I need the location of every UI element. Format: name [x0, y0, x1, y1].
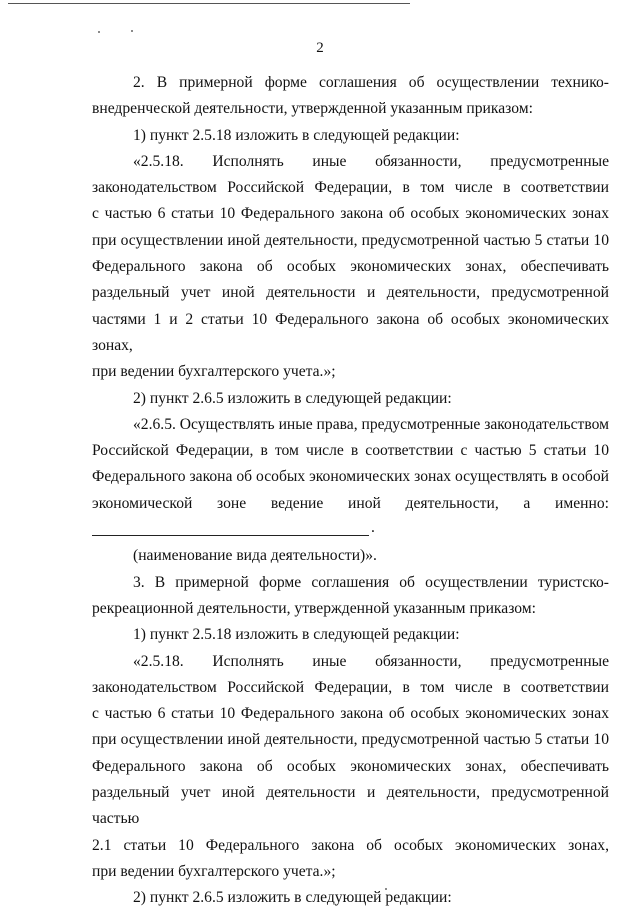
scan-speck	[131, 30, 133, 32]
text-line: с частью 6 статьи 10 Федерального закона об особых экономических зонах	[92, 205, 609, 223]
scan-speck	[98, 31, 100, 33]
section-2-intro	[92, 70, 609, 123]
text-line: законодательством Российской Федерации, в том числе в соответствии	[92, 179, 609, 197]
text-line: при ведении бухгалтерского учета.»;	[92, 862, 336, 880]
text-line: «2.6.5. Осуществлять иные права, предусмотренные законодательством	[133, 415, 609, 433]
blank-underline	[92, 535, 369, 536]
text-line: при осуществлении иной деятельности, предусмотренной частью 5 статьи 10	[92, 731, 609, 749]
top-scan-rule	[8, 3, 410, 4]
text-line: 2. В примерной форме соглашения об осуществлении технико-	[133, 74, 609, 91]
text-line: рекреационной деятельности, утвержденной указанным приказом:	[92, 599, 536, 617]
text-line: внедренческой деятельности, утвержденной указанным приказом:	[92, 100, 533, 118]
section-3-item-1-heading: 1) пункт 2.5.18 изложить в следующей редакции:	[133, 626, 460, 644]
text-line: «2.5.18. Исполнять иные обязанности, предусмотренные	[133, 652, 609, 670]
section-3-item-1-text	[92, 649, 609, 886]
text-line: экономической зоне ведение иной деятельности, а именно:	[92, 494, 609, 512]
text-line: раздельный учет иной деятельности и деятельности, предусмотренной	[92, 284, 609, 302]
section-2-item-2-heading: 2) пункт 2.6.5 изложить в следующей редакции:	[133, 389, 452, 407]
text-line: «2.5.18. Исполнять иные обязанности, предусмотренные	[133, 152, 609, 170]
section-2-item-1-heading: 1) пункт 2.5.18 изложить в следующей редакции:	[133, 126, 460, 144]
text-line: при ведении бухгалтерского учета.»;	[92, 363, 336, 381]
page-number: 2	[316, 40, 324, 56]
text-line: Федерального закона об особых экономических зонах осуществлять в особой	[92, 468, 609, 486]
text-line: Федерального закона об особых экономических зонах, обеспечивать	[92, 258, 609, 276]
blank-caption: (наименование вида деятельности)».	[133, 547, 377, 565]
blank-end-mark: .	[371, 519, 375, 537]
text-line: частями 1 и 2 статьи 10 Федерального закона об особых экономических зонах,	[92, 310, 609, 354]
text-line: законодательством Российской Федерации, в том числе в соответствии	[92, 678, 609, 696]
text-line: 3. В примерной форме соглашения об осуществлении туристско-	[133, 573, 609, 591]
section-2-item-1-text	[92, 149, 609, 386]
fill-in-blank	[92, 517, 609, 543]
text-line: раздельный учет иной деятельности и деятельности, предусмотренной частью	[92, 784, 609, 828]
text-line: с частью 6 статьи 10 Федерального закона об особых экономических зонах	[92, 705, 609, 723]
text-line: 2.1 статьи 10 Федерального закона об особых экономических зонах,	[92, 836, 609, 854]
section-3-item-2-heading: 2) пункт 2.6.5 изложить в следующей редакции:	[133, 889, 452, 907]
text-line: Федерального закона об особых экономических зонах, обеспечивать	[92, 757, 609, 775]
text-line: Российской Федерации, в том числе в соответствии с частью 5 статьи 10	[92, 442, 609, 460]
document-body	[92, 70, 609, 912]
text-line: при осуществлении иной деятельности, предусмотренной частью 5 статьи 10	[92, 231, 609, 249]
section-3-intro	[92, 570, 609, 623]
section-2-item-2-text	[92, 412, 609, 517]
